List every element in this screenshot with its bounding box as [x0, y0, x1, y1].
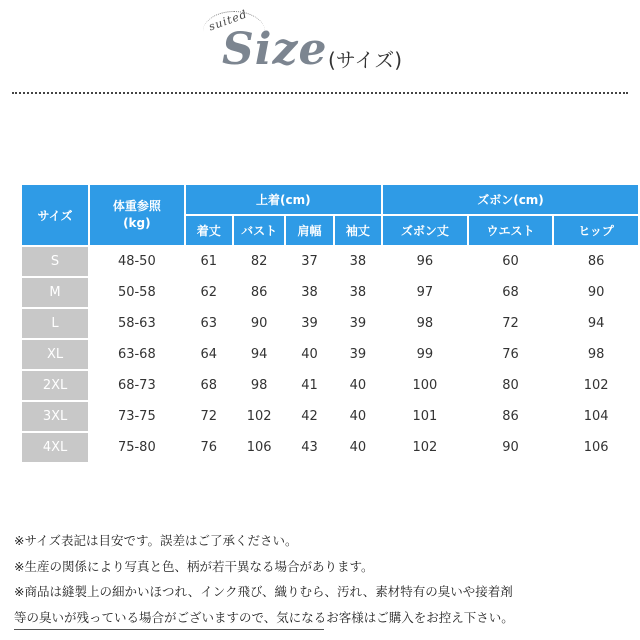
- measure-cell: 76: [200, 440, 218, 455]
- measure-cell: 82: [250, 254, 268, 269]
- measure-cell: 98: [587, 347, 605, 362]
- suited-label: suited: [206, 7, 250, 34]
- measure-cell: 80: [502, 378, 519, 393]
- measure-cell: 63: [200, 316, 218, 331]
- size-cell: M: [22, 278, 88, 307]
- note-line: ※生産の関係により写真と色、柄が若干異なる場合があります。: [14, 558, 374, 574]
- measure-cell: 39: [301, 316, 318, 331]
- measure-cell: 39: [349, 316, 367, 331]
- footer-underline: [14, 629, 324, 630]
- top-sub-header: バスト: [234, 216, 284, 245]
- measure-cell: 38: [349, 254, 367, 269]
- measure-cell: 40: [301, 347, 318, 362]
- top-sub-header: 肩幅: [286, 216, 332, 245]
- size-cell: S: [22, 247, 88, 276]
- measure-cell: 39: [349, 347, 367, 362]
- measure-cell: 86: [587, 254, 605, 269]
- size-cell: 4XL: [22, 433, 88, 462]
- measure-cell: 106: [583, 440, 609, 455]
- measure-cell: 86: [250, 285, 268, 300]
- measure-cell: 102: [412, 440, 438, 455]
- table-row: [22, 309, 638, 338]
- measure-cell: 43: [301, 440, 318, 455]
- measure-cell: 96: [416, 254, 434, 269]
- weight-cell: 75-80: [117, 440, 156, 455]
- weight-header-unit: (kg): [123, 216, 151, 230]
- note-line: ※商品は縫製上の細かいほつれ、インク飛び、織りむら、汚れ、素材特有の臭いや接着剤: [14, 584, 513, 599]
- measure-cell: 40: [349, 409, 367, 424]
- page-header: [0, 0, 640, 100]
- size-subtitle: (サイズ): [328, 48, 403, 72]
- table-row: [22, 340, 638, 369]
- measure-cell: 60: [502, 254, 519, 269]
- note-line: ※サイズ表記は目安です。誤差はご了承ください。: [14, 533, 298, 548]
- measure-cell: 41: [301, 378, 318, 393]
- measure-cell: 62: [200, 285, 218, 300]
- measure-cell: 98: [416, 316, 434, 331]
- measure-cell: 38: [301, 285, 318, 300]
- measure-cell: 94: [587, 316, 605, 331]
- measure-cell: 64: [200, 347, 218, 362]
- pants-sub-header: ヒップ: [554, 216, 638, 245]
- weight-cell: 63-68: [117, 347, 156, 362]
- notes: [14, 528, 514, 630]
- measure-cell: 90: [250, 316, 268, 331]
- weight-header-label: 体重参照: [112, 199, 161, 213]
- measure-cell: 90: [587, 285, 605, 300]
- weight-cell: 58-63: [117, 316, 156, 331]
- pants-sub-header: ズボン丈: [383, 216, 467, 245]
- measure-cell: 101: [412, 409, 438, 424]
- size-cell: 2XL: [22, 371, 88, 400]
- measure-cell: 68: [502, 285, 519, 300]
- size-cell: XL: [22, 340, 88, 369]
- measure-cell: 97: [416, 285, 434, 300]
- measure-cell: 106: [246, 440, 272, 455]
- measure-cell: 99: [416, 347, 434, 362]
- table-row: [22, 247, 638, 276]
- dotted-divider: [12, 92, 628, 94]
- table-row: [22, 402, 638, 431]
- measure-cell: 40: [349, 440, 367, 455]
- weight-cell: 48-50: [117, 254, 156, 269]
- table-row: [22, 433, 638, 462]
- measure-cell: 100: [412, 378, 438, 393]
- weight-cell: 73-75: [117, 409, 156, 424]
- pants-sub-header: ウエスト: [469, 216, 553, 245]
- measure-cell: 38: [349, 285, 367, 300]
- top-group-header: 上着(cm): [186, 185, 381, 214]
- measure-cell: 40: [349, 378, 367, 393]
- measure-cell: 72: [502, 316, 519, 331]
- size-column-header: サイズ: [22, 185, 88, 245]
- note-line: 等の臭いが残っている場合がございますので、気になるお客様はご購入をお控え下さい。: [14, 609, 514, 625]
- measure-cell: 61: [200, 254, 218, 269]
- table-row: [22, 371, 638, 400]
- measure-cell: 90: [502, 440, 519, 455]
- weight-column-header: [90, 185, 184, 245]
- size-title: Size: [222, 24, 328, 75]
- weight-cell: 68-73: [117, 378, 156, 393]
- measure-cell: 37: [301, 254, 318, 269]
- weight-cell: 50-58: [117, 285, 156, 300]
- size-cell: 3XL: [22, 402, 88, 431]
- top-sub-header: 袖丈: [335, 216, 381, 245]
- table-row: [22, 278, 638, 307]
- measure-cell: 68: [200, 378, 218, 393]
- top-sub-header: 着丈: [186, 216, 232, 245]
- measure-cell: 104: [583, 409, 609, 424]
- measure-cell: 42: [301, 409, 318, 424]
- measure-cell: 94: [250, 347, 268, 362]
- size-cell: L: [22, 309, 88, 338]
- measure-cell: 76: [502, 347, 519, 362]
- measure-cell: 102: [246, 409, 272, 424]
- measure-cell: 98: [250, 378, 268, 393]
- measure-cell: 102: [583, 378, 609, 393]
- pants-group-header: ズボン(cm): [383, 185, 638, 214]
- size-table: [20, 183, 640, 464]
- measure-cell: 86: [502, 409, 519, 424]
- measure-cell: 72: [200, 409, 218, 424]
